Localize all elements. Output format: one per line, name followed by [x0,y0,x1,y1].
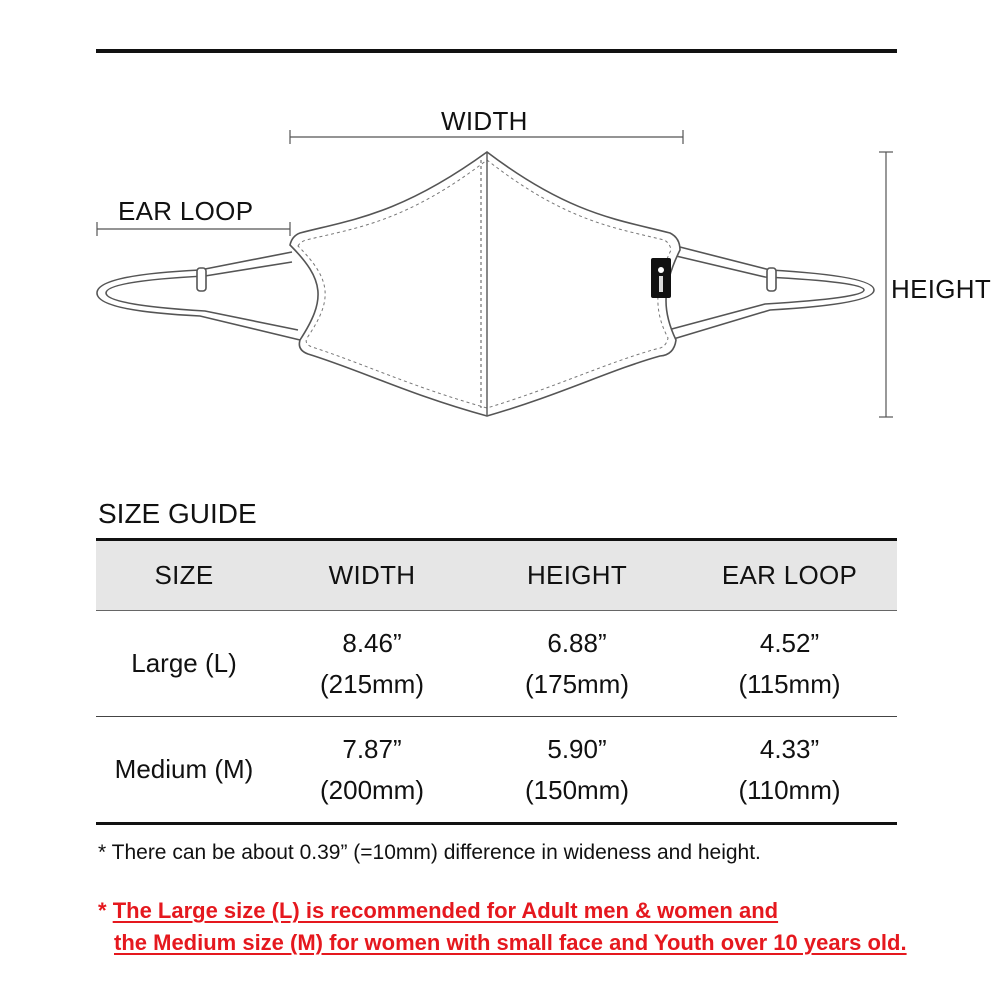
size-guide-table [96,538,897,825]
right-ear-loop [668,246,874,340]
header-width: WIDTH [272,540,472,611]
height-cell [472,717,682,824]
ear-loop-inches: 4.33” [759,734,820,765]
ear-loop-mm: (110mm) [738,774,841,805]
mask-body [290,152,680,416]
width-cell [272,611,472,717]
header-size: SIZE [96,540,272,611]
recommendation-asterisk: * [98,898,113,923]
width-inches: 8.46” [342,628,402,659]
height-inches: 5.90” [547,734,607,765]
height-inches: 6.88” [547,628,607,659]
ear-loop-cell [682,611,897,717]
recommendation-line-2 [114,930,907,956]
recommendation-text-1: The Large size (L) is recommended for Adult men & women and [112,898,779,923]
ear-loop-mm: (115mm) [738,668,841,699]
height-label: HEIGHT [891,274,992,304]
ear-loop-label: EAR LOOP [118,196,254,226]
height-mm: (175mm) [524,668,629,699]
ear-loop-inches: 4.52” [759,628,820,659]
height-cell [472,611,682,717]
width-mm: (215mm) [319,668,424,699]
header-height: HEIGHT [472,540,682,611]
brand-tag [651,258,671,298]
height-mm: (150mm) [524,774,629,805]
width-label: WIDTH [441,106,528,136]
mask-diagram [0,0,1001,480]
table-header-row [96,540,897,611]
table-row [96,717,897,824]
size-guide-title: SIZE GUIDE [98,498,257,529]
width-cell [272,717,472,824]
header-ear-loop: EAR LOOP [682,540,897,611]
left-ear-loop [97,252,300,340]
width-inches: 7.87” [342,734,402,765]
recommendation-text-2: the Medium size (M) for women with small face and Youth over 10 years old. [114,930,907,955]
width-mm: (200mm) [319,774,424,805]
difference-note: * There can be about 0.39” (=10mm) difference in wideness and height. [98,841,761,864]
recommendation-line-1 [98,898,778,924]
table-row [96,611,897,717]
ear-loop-cell [682,717,897,824]
size-cell: Large (L) [96,611,272,717]
size-cell: Medium (M) [96,717,272,824]
